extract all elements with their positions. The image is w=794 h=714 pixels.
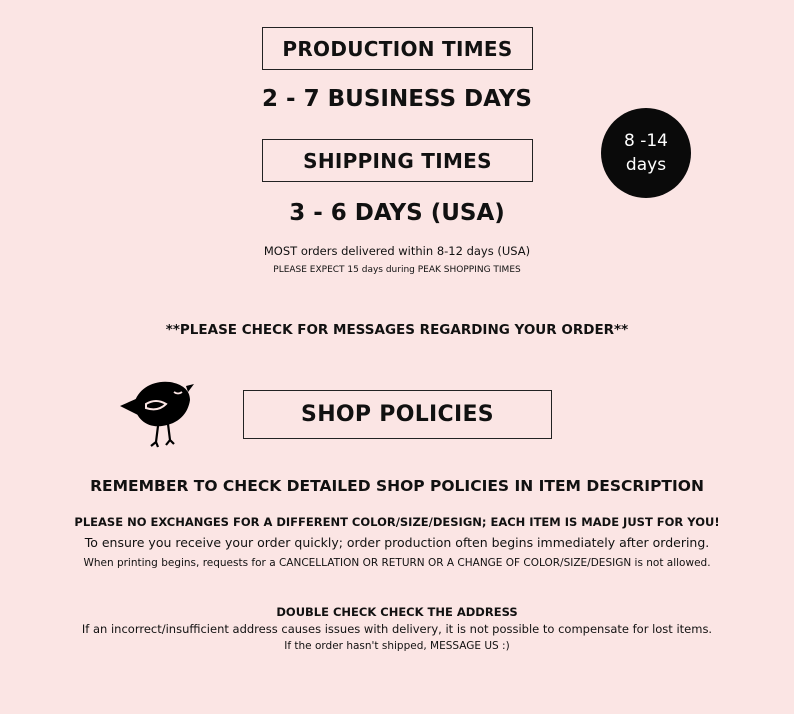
policies-reminder: REMEMBER TO CHECK DETAILED SHOP POLICIES IN ITEM DESCRIPTION [90,477,704,495]
shipping-times-label: SHIPPING TIMES [303,148,492,173]
message-us-note: If the order hasn't shipped, MESSAGE US :) [284,640,510,652]
bird-icon [116,376,196,452]
badge-days-range: 8 -14 [624,131,668,151]
shop-policies-heading [243,390,552,439]
production-duration: 2 - 7 BUSINESS DAYS [262,86,532,112]
production-times-heading [262,27,533,70]
no-exchanges-notice: PLEASE NO EXCHANGES FOR A DIFFERENT COLOR/SIZE/DESIGN; EACH ITEM IS MADE JUST FOR YOU! [74,515,720,529]
shipping-note-delivery: MOST orders delivered within 8-12 days (USA) [263,244,531,258]
production-times-label: PRODUCTION TIMES [282,36,513,61]
address-heading: DOUBLE CHECK CHECK THE ADDRESS [276,605,518,619]
production-begins-note: To ensure you receive your order quickly; order production often begins immediately after ordering. [84,535,710,550]
messages-notice: **PLEASE CHECK FOR MESSAGES REGARDING YOUR ORDER** [165,322,629,338]
delivery-days-badge [601,108,691,198]
badge-days-label: days [625,155,667,175]
printing-begins-note: When printing begins, requests for a CANCELLATION OR RETURN OR A CHANGE OF COLOR/SIZE/DESIGN is not allowed. [83,557,711,569]
shipping-times-heading [262,139,533,182]
shipping-duration: 3 - 6 DAYS (USA) [289,200,505,226]
address-warning: If an incorrect/insufficient address causes issues with delivery, it is not possible to compensate for lost items. [81,622,713,636]
shop-policies-label: SHOP POLICIES [301,402,494,427]
shipping-note-peak: PLEASE EXPECT 15 days during PEAK SHOPPING TIMES [273,265,521,275]
